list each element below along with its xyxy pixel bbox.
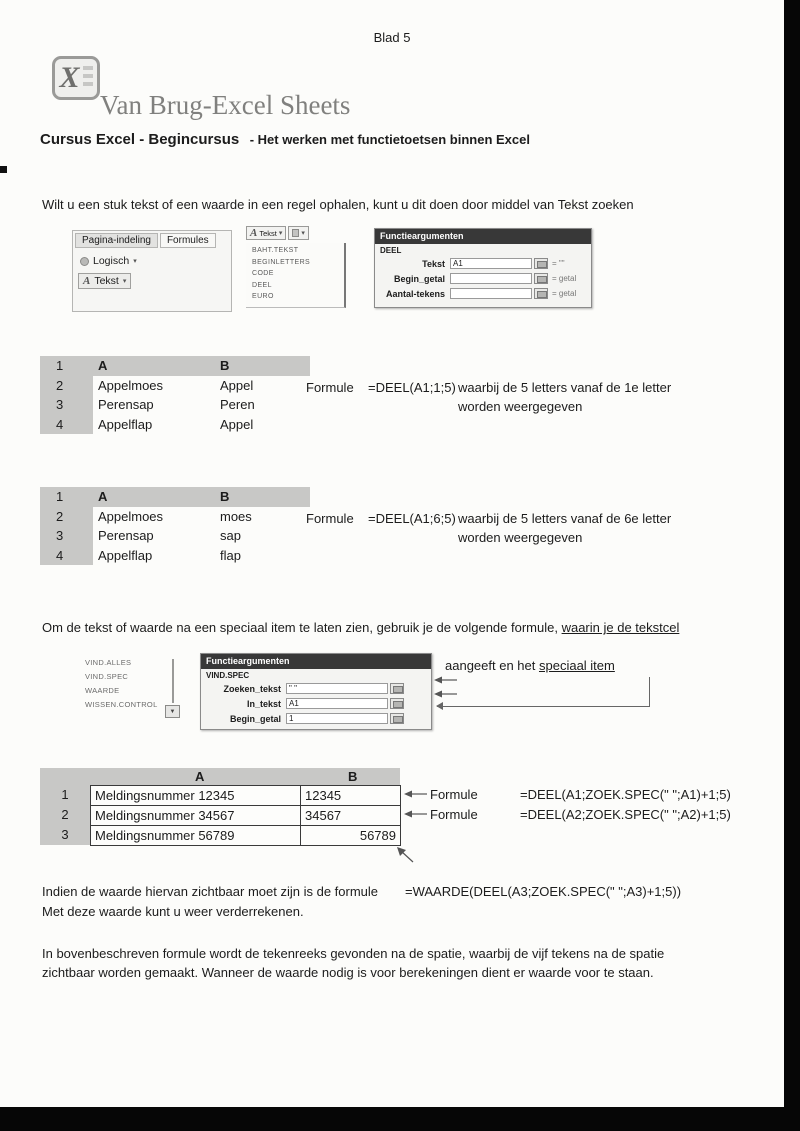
- menu-item[interactable]: BAHT.TEKST: [252, 247, 299, 254]
- tab-formules[interactable]: Formules: [160, 233, 216, 248]
- argument-input[interactable]: A1: [286, 698, 388, 709]
- menu-item[interactable]: BEGINLETTERS: [252, 258, 311, 266]
- range-selector-button[interactable]: [390, 713, 404, 724]
- intro-paragraph: Wilt u een stuk tekst of een waarde in een regel ophalen, kunt u dit doen door middel van Tekst zoeken: [42, 197, 634, 212]
- range-selector-button[interactable]: [534, 258, 548, 269]
- logisch-button[interactable]: [80, 255, 137, 267]
- logisch-label: Logisch: [93, 255, 130, 267]
- paragraph-text: aangeeft en het: [445, 658, 539, 673]
- paragraph-text: Om de tekst of waarde na een speciaal item te laten zien, gebruik je de volgende formule,: [42, 620, 562, 635]
- column-header-a: A: [93, 356, 215, 376]
- argument-label: Aantal-tekens: [385, 288, 445, 299]
- cell-a: Appelflap: [98, 547, 153, 563]
- tekst-gallery-label: Tekst: [259, 228, 277, 238]
- cell-b: sap: [220, 528, 241, 543]
- range-selector-button[interactable]: [390, 683, 404, 694]
- logo-letter: X: [59, 61, 80, 94]
- scrollbar[interactable]: [172, 659, 174, 703]
- book-icon: [292, 229, 299, 237]
- formule-label: Formule: [306, 380, 354, 395]
- cell-b: flap: [220, 547, 241, 563]
- formula-desc: waarbij de 5 letters vanaf de 6e letter: [458, 511, 672, 526]
- argument-label: Zoeken_tekst: [223, 683, 281, 694]
- list-item[interactable]: VIND.ALLES: [85, 658, 132, 667]
- cell-b: moes: [220, 508, 252, 524]
- argument-label: Begin_getal: [393, 273, 445, 284]
- functieargumenten-dialog-vindspec: [200, 653, 432, 730]
- scan-edge-bottom: [0, 1107, 800, 1131]
- course-title-sub: - Het werken met functietoetsen binnen Excel: [249, 132, 530, 147]
- formula-note-1-line2: worden weergegeven: [458, 399, 583, 414]
- cell-b: 56789: [301, 826, 401, 846]
- cell-a: Appelmoes: [98, 377, 164, 393]
- range-selector-button[interactable]: [534, 273, 548, 284]
- cell-b: Peren: [220, 397, 255, 412]
- function-menu-list: [246, 243, 346, 308]
- row-number: 2: [61, 807, 69, 822]
- ribbon-screenshot: [72, 230, 232, 312]
- argument-input[interactable]: A1: [450, 258, 532, 269]
- argument-input[interactable]: [450, 273, 532, 284]
- argument-label: Tekst: [422, 258, 445, 269]
- cell-a: Perensap: [98, 528, 154, 543]
- tekst-a-icon: A: [83, 275, 91, 287]
- column-header-a: A: [195, 769, 205, 784]
- row-number: 3: [40, 526, 93, 546]
- menu-item[interactable]: EURO: [252, 293, 274, 300]
- range-selector-button[interactable]: [390, 698, 404, 709]
- range-selector-button[interactable]: [534, 288, 548, 299]
- argument-row: [201, 696, 431, 711]
- arrow-left-icon: [404, 809, 428, 819]
- text-functions-menu: [246, 226, 346, 308]
- row-number: 1: [40, 356, 93, 376]
- tab-pagina-indeling[interactable]: Pagina-indeling: [75, 233, 158, 248]
- logo-sheet-lines-icon: [83, 66, 93, 90]
- combo-arrow-icon: ▼: [169, 708, 176, 715]
- argument-row: [375, 286, 591, 301]
- note-text: Indien de waarde hiervan zichtbaar moet zijn is de formule: [42, 884, 379, 899]
- formula-text: =WAARDE(DEEL(A3;ZOEK.SPEC(" ";A3)+1;5)): [405, 884, 682, 899]
- meldings-table-header-band: [40, 768, 400, 785]
- fruit-table-deel-2: [40, 487, 310, 565]
- formula-note-1: [306, 380, 671, 396]
- combo-arrow-button[interactable]: [165, 705, 180, 718]
- formula-note-3b: [430, 807, 731, 823]
- cell-b: 12345: [301, 786, 401, 806]
- meldings-table-row-numbers: [40, 785, 90, 845]
- list-item[interactable]: WAARDE: [85, 686, 120, 695]
- excel-logo-icon: [52, 56, 100, 100]
- menu-item[interactable]: DEEL: [252, 281, 272, 289]
- function-name-label: VIND.SPEC: [206, 671, 250, 680]
- argument-row: [201, 711, 431, 726]
- formule-label: Formule: [306, 511, 354, 526]
- formula-text: =DEEL(A1;6;5): [368, 511, 456, 526]
- cell-a: Meldingsnummer 12345: [91, 786, 301, 806]
- logisch-icon: [80, 257, 89, 266]
- tekst-gallery-button[interactable]: [246, 226, 286, 240]
- column-header-b: B: [215, 487, 310, 507]
- arrow-up-left-icon: [395, 847, 415, 864]
- paragraph-underlined: waarin je de tekstcel: [561, 620, 680, 635]
- closing-paragraph: In bovenbeschreven formule wordt de tekenreeks gevonden na de spatie, waarbij de vijf tekens na de spatie zichtbaar worden gemaakt. Wanneer de waarde nodig is voor berekeningen dient er waarde voor te staan.: [42, 946, 665, 980]
- formule-label: Formule: [430, 787, 478, 802]
- page-number: Blad 5: [373, 30, 411, 45]
- row-number: 4: [40, 415, 93, 435]
- menu-header: [246, 226, 346, 240]
- formula-desc: waarbij de 5 letters vanaf de 1e letter: [458, 380, 672, 395]
- function-name-label: DEEL: [380, 246, 402, 255]
- course-title: [40, 131, 530, 149]
- tekst-label: Tekst: [94, 275, 119, 287]
- argument-result: = getal: [552, 274, 577, 283]
- argument-input[interactable]: " ": [286, 683, 388, 694]
- cell-b: 34567: [301, 806, 401, 826]
- row-number: 1: [61, 787, 69, 802]
- column-header-a: A: [93, 487, 215, 507]
- ribbon-tabs: [73, 231, 231, 248]
- column-header-b: B: [348, 769, 358, 784]
- scan-edge-right: [784, 0, 800, 1131]
- menu-item[interactable]: CODE: [252, 270, 274, 277]
- argument-input[interactable]: [450, 288, 532, 299]
- argument-row: [375, 271, 591, 286]
- row-number: 2: [40, 376, 93, 396]
- meldings-table: [90, 785, 401, 846]
- formula-note-2-line2: worden weergegeven: [458, 530, 583, 545]
- column-header-b: B: [215, 356, 310, 376]
- fruit-table-deel-1: [40, 356, 310, 434]
- formula-note-3a: [430, 787, 731, 803]
- course-title-main: Cursus Excel - Begincursus: [40, 131, 240, 148]
- formule-label: Formule: [430, 807, 478, 822]
- argument-row: [201, 681, 431, 696]
- cell-b: Appel: [220, 377, 254, 393]
- speciaal-item-paragraph: [42, 620, 679, 636]
- formula-note-2: [306, 511, 671, 527]
- argument-result: = "": [552, 259, 565, 268]
- list-item[interactable]: VIND.SPEC: [85, 672, 129, 681]
- argument-input[interactable]: 1: [286, 713, 388, 724]
- arrow-left-icon: [404, 789, 428, 799]
- row-number: 4: [40, 546, 93, 566]
- cell-a: Meldingsnummer 34567: [91, 806, 301, 826]
- cell-a: Appelflap: [98, 416, 153, 432]
- paragraph-underlined: speciaal item: [538, 658, 615, 673]
- formula-text: =DEEL(A2;ZOEK.SPEC(" ";A2)+1;5): [520, 807, 731, 822]
- formula-text: =DEEL(A1;1;5): [368, 380, 456, 395]
- list-item[interactable]: WISSEN.CONTROL: [85, 700, 158, 709]
- tekst-button[interactable]: [78, 273, 131, 289]
- dropdown-arrow-icon: ▾: [133, 258, 137, 265]
- argument-label: Begin_getal: [229, 713, 281, 724]
- functieargumenten-dialog-deel: [374, 228, 592, 308]
- tekst-a-icon: A: [250, 227, 258, 239]
- cell-b: Appel: [220, 416, 254, 432]
- row-number: 2: [40, 507, 93, 527]
- connector-line: [437, 677, 650, 707]
- dialog-title: Functieargumenten: [201, 654, 431, 669]
- argument-result: = getal: [552, 289, 577, 298]
- cell-a: Appelmoes: [98, 508, 164, 524]
- dialog-title: Functieargumenten: [375, 229, 591, 244]
- dropdown-arrow-icon: ▾: [301, 230, 305, 237]
- dropdown-arrow-icon: ▾: [122, 278, 127, 285]
- formula-text: =DEEL(A1;ZOEK.SPEC(" ";A1)+1;5): [520, 787, 731, 802]
- function-listbox: [85, 656, 185, 722]
- argument-row: [375, 256, 591, 271]
- gallery-button[interactable]: [288, 226, 309, 240]
- cell-a: Perensap: [98, 397, 154, 412]
- waarde-note: [42, 884, 681, 900]
- argument-label: In_tekst: [246, 698, 281, 709]
- row-number: 3: [40, 395, 93, 415]
- speciaal-item-continuation: [445, 658, 615, 674]
- brand-title: Van Brug-Excel Sheets: [100, 90, 351, 120]
- dropdown-arrow-icon: ▾: [278, 230, 283, 237]
- row-number: 1: [40, 487, 93, 507]
- waarde-note-line2: Met deze waarde kunt u weer verderrekenen.: [42, 904, 304, 919]
- scan-mark-left: [0, 166, 7, 173]
- cell-a: Meldingsnummer 56789: [91, 826, 301, 846]
- row-number: 3: [61, 827, 69, 842]
